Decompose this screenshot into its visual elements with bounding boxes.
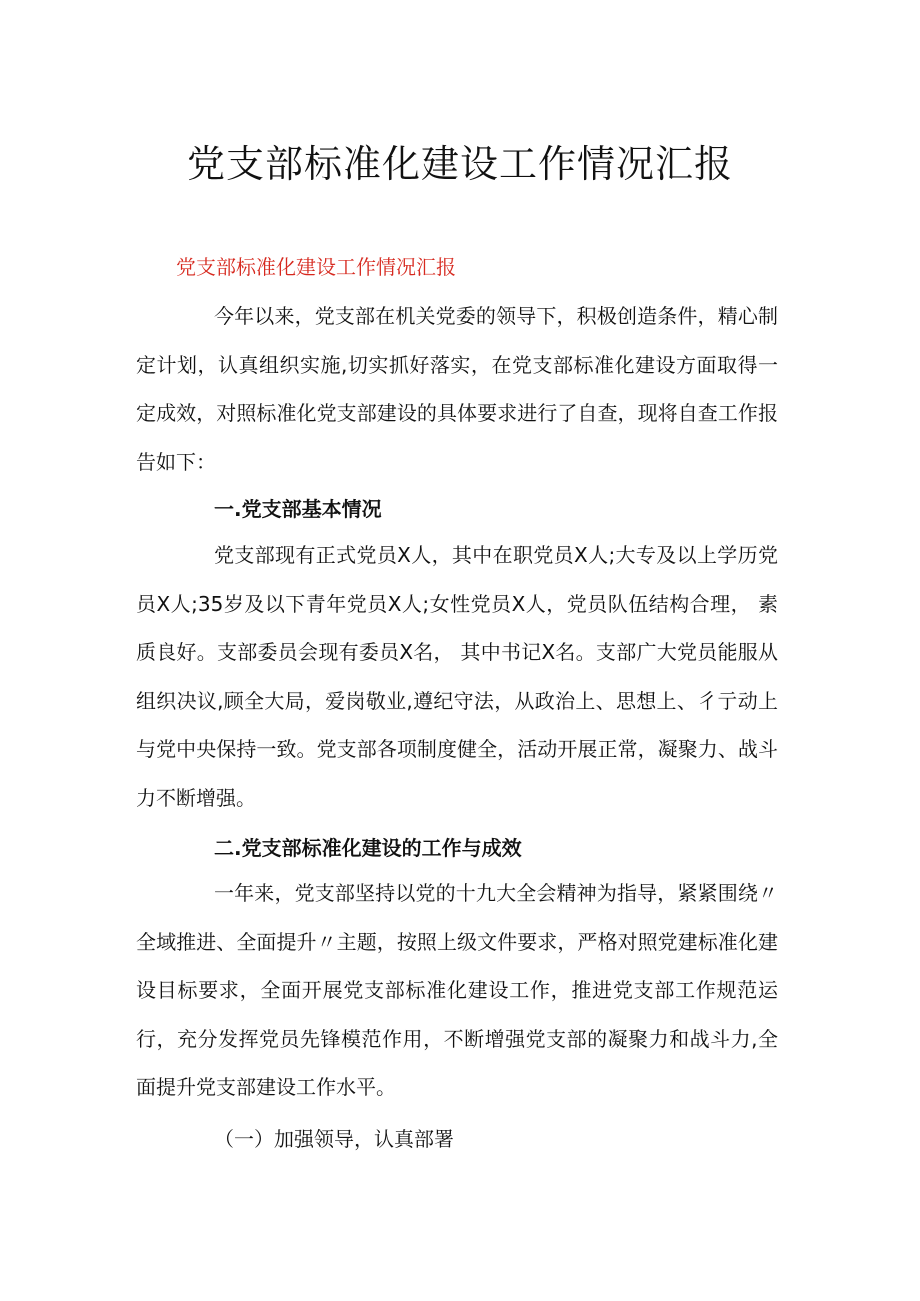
intro-paragraph: 今年以来，党支部在机关党委的领导下，积极创造条件，精心制定计划，认真组织实施,切实抓好落实，在党支部标准化建设方面取得一定成效，对照标准化党支部建设的具体要求进行了自查，现将自查工作报告如下： xyxy=(136,304,778,474)
document-title: 党支部标准化建设工作情况汇报 xyxy=(186,142,733,186)
subsection-1-heading: （一）加强领导，认真部署 xyxy=(214,1127,454,1151)
section-2-heading: 二.党支部标准化建设的工作与成效 xyxy=(214,836,522,860)
section-1-heading: 一.党支部基本情况 xyxy=(214,497,382,521)
section-1-paragraph: 党支部现有正式党员X人，其中在职党员X人;大专及以上学历党员X人;35岁及以下青年党员X人;女性党员X人，党员队伍结构合理， 素质良好。支部委员会现有委员X名， 其中书记X名。支部广大党员能服从组织决议,顾全大局，爱岗敬业,遵纪守法，从政治上、思想上、彳亍动上与党中央保持一致。党支部各项制度健全，活动开展正常，凝聚力、战斗力不断增强。 xyxy=(136,543,778,810)
document-subtitle: 党支部标准化建设工作情况汇报 xyxy=(176,255,456,279)
section-2-paragraph: 一年来，党支部坚持以党的十九大全会精神为指导，紧紧围绕〃全域推进、全面提升〃主题，按照上级文件要求，严格对照党建标准化建设目标要求，全面开展党支部标准化建设工作，推进党支部工作规范运行，充分发挥党员先锋模范作用，不断增强党支部的凝聚力和战斗力,全面提升党支部建设工作水平。 xyxy=(136,881,778,1100)
